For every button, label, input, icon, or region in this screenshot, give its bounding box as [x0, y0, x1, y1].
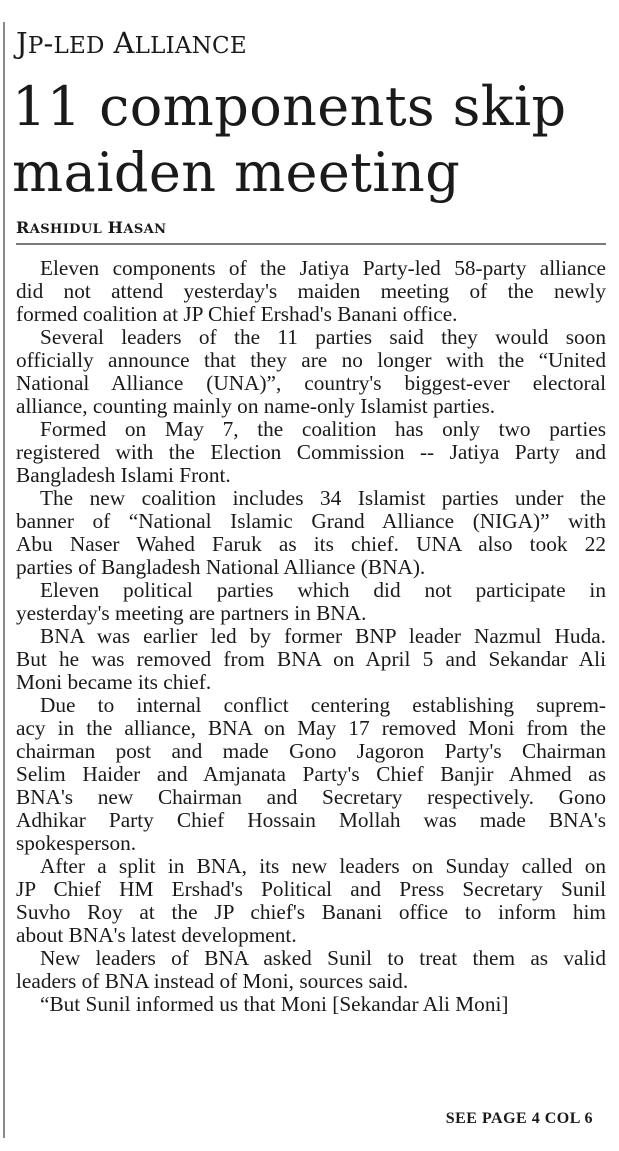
article-line: Due to internal conflict centering establishing suprem- [40, 693, 606, 717]
byline-divider [16, 243, 606, 245]
article-line: “But Sunil informed us that Moni [Sekandar Ali Moni] [40, 992, 509, 1016]
article-line: Suvho Roy at the JP chief's Banani office to inform him [16, 900, 606, 924]
article-line: But he was removed from BNA on April 5 and Sekandar Ali [16, 647, 606, 671]
article-line: spokesperson. [16, 831, 137, 855]
article-line: formed coalition at JP Chief Ershad's Banani office. [16, 302, 458, 326]
article-line: National Alliance (UNA)”, country's biggest-ever electoral [16, 371, 606, 395]
headline [12, 74, 612, 206]
article-line: alliance, counting mainly on name-only Islamist parties. [16, 394, 496, 418]
continuation-note: SEE PAGE 4 COL 6 [445, 1110, 593, 1127]
kicker: JP-LED ALLIANCE [16, 26, 247, 60]
article-line: acy in the alliance, BNA on May 17 removed Moni from the [16, 716, 606, 740]
article-line: Several leaders of the 11 parties said they would soon [40, 325, 606, 349]
column-rule [3, 22, 5, 1138]
headline-line: maiden meeting [12, 141, 461, 204]
article-line: did not attend yesterday's maiden meeting of the newly [16, 279, 606, 303]
article-line: Eleven components of the Jatiya Party-led 58-party alliance [40, 256, 606, 280]
article-line: BNA's new Chairman and Secretary respectively. Gono [16, 785, 606, 809]
byline: RASHIDUL HASAN [16, 218, 167, 237]
article-line: Selim Haider and Amjanata Party's Chief Banjir Ahmed as [16, 762, 606, 786]
article-line: After a split in BNA, its new leaders on Sunday called on [40, 854, 606, 878]
article-line: New leaders of BNA asked Sunil to treat them as valid [40, 946, 606, 970]
article-line: Adhikar Party Chief Hossain Mollah was made BNA's [16, 808, 606, 832]
article-line: about BNA's latest development. [16, 923, 297, 947]
article-line: Formed on May 7, the coalition has only two parties [40, 417, 606, 441]
article-body [16, 257, 606, 1016]
article-line: The new coalition includes 34 Islamist parties under the [40, 486, 606, 510]
article-line: JP Chief HM Ershad's Political and Press Secretary Sunil [16, 877, 606, 901]
article-line: banner of “National Islamic Grand Alliance (NIGA)” with [16, 509, 606, 533]
article-line: Bangladesh Islami Front. [16, 463, 231, 487]
article-line: parties of Bangladesh National Alliance (BNA). [16, 555, 426, 579]
headline-line: 11 components skip [12, 75, 567, 138]
article-line: chairman post and made Gono Jagoron Party's Chairman [16, 739, 606, 763]
article-line: Eleven political parties which did not participate in [40, 578, 606, 602]
article-line: Abu Naser Wahed Faruk as its chief. UNA also took 22 [16, 532, 606, 556]
article-line: yesterday's meeting are partners in BNA. [16, 601, 367, 625]
article-line: Moni became its chief. [16, 670, 212, 694]
article-line: leaders of BNA instead of Moni, sources said. [16, 969, 409, 993]
article-line: registered with the Election Commission -- Jatiya Party and [16, 440, 606, 464]
article-line: officially announce that they are no longer with the “United [16, 348, 606, 372]
article-line: BNA was earlier led by former BNP leader Nazmul Huda. [40, 624, 606, 648]
